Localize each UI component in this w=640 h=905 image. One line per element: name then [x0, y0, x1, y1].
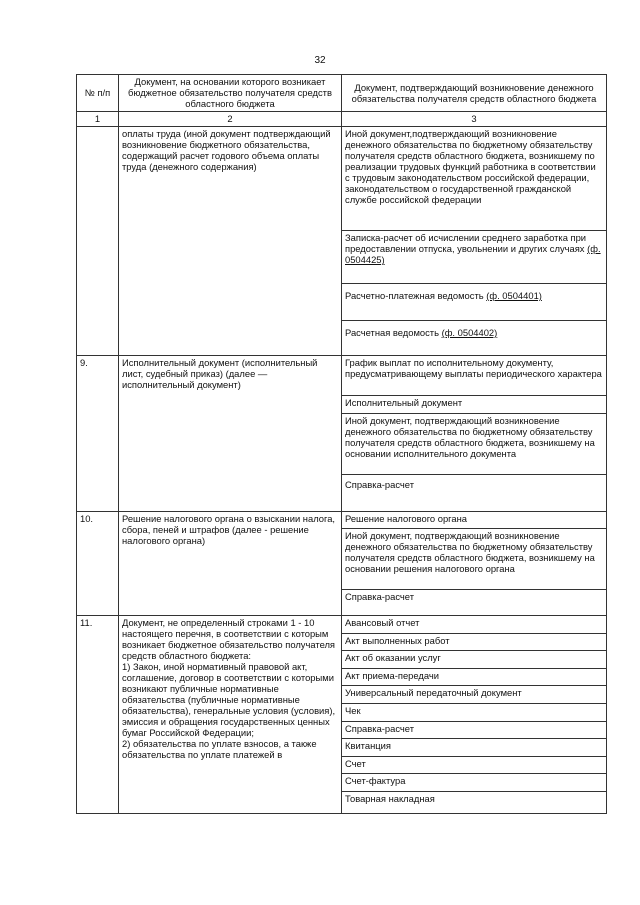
list-item: Расчетно-платежная ведомость (ф. 0504401): [342, 284, 606, 321]
confirming-documents-list: [342, 616, 606, 809]
column-numbers-row: [77, 112, 607, 127]
basis-document: оплаты труда (иной документ подтверждающий возникновение бюджетного обязательства, содержащий расчет годового объема оплаты труда (денежного содержания): [119, 127, 342, 356]
column-number: 2: [119, 112, 342, 127]
form-link[interactable]: (ф. 0504402): [441, 327, 498, 338]
column-number: 3: [342, 112, 607, 127]
table-row: [77, 616, 607, 814]
list-item: Акт приема-передачи: [342, 669, 606, 687]
list-item: Авансовый отчет: [342, 616, 606, 634]
list-item: Иной документ, подтверждающий возникновение денежного обязательства по бюджетному обязательству получателя средств областного бюджета, возникшему на основании исполнительного документа: [342, 414, 606, 475]
list-item: Счет-фактура: [342, 774, 606, 792]
header-confirming-document: Документ, подтверждающий возникновение денежного обязательства получателя средств областного бюджета: [342, 75, 607, 112]
table-row: [77, 512, 607, 616]
list-item: Иной документ, подтверждающий возникновение денежного обязательства по бюджетному обязательству получателя средств областного бюджета, возникшему на основании решения налогового органа: [342, 529, 606, 590]
form-link[interactable]: (ф. 0504425): [345, 243, 601, 265]
list-item: Решение налогового органа: [342, 512, 606, 529]
confirming-documents-list: [342, 127, 606, 355]
list-item: Счет: [342, 757, 606, 775]
basis-document: Документ, не определенный строками 1 - 10 настоящего перечня, в соответствии с которым возникает бюджетное обязательство получателя средств областного бюджета: 1) Закон, иной нормативный правовой акт, соглашение, договор в соответствии с которыми возникают публичные нормативные обязательства (публичные нормативные обязательства), генеральные условия (условия), эмиссия и обращения государственных ценных бумаг Российской Федерации; 2) обязательства по уплате взносов, а также обязательства по уплате платежей в: [119, 616, 342, 814]
confirming-documents-list: [342, 356, 606, 505]
list-item: Справка-расчет: [342, 722, 606, 740]
basis-document: Исполнительный документ (исполнительный лист, судебный приказ) (далее — исполнительный документ): [119, 356, 342, 512]
list-item: Иной документ,подтверждающий возникновение денежного обязательства по бюджетному обязательству получателя средств областного бюджета, возникшему по реализации трудовых функций работника в соответствии с трудовым законодательством российской федерации, законодательством о государственной гражданской службе российской федерации: [342, 127, 606, 231]
header-basis-document: Документ, на основании которого возникает бюджетное обязательство получателя средств областного бюджета: [119, 75, 342, 112]
list-item: График выплат по исполнительному документу, предусматривающему выплаты периодического характера: [342, 356, 606, 396]
table-header-row: [77, 75, 607, 112]
table-row: [77, 356, 607, 512]
list-item: Расчетная ведомость (ф. 0504402): [345, 327, 498, 338]
basis-document: Решение налогового органа о взыскании налога, сбора, пеней и штрафов (далее - решение налогового органа): [119, 512, 342, 616]
list-item: Квитанция: [342, 739, 606, 757]
table-row: [77, 127, 607, 356]
document-table: [76, 74, 607, 814]
list-item: Записка-расчет об исчислении среднего заработка при предоставлении отпуска, увольнении и других случаях (ф. 0504425): [342, 231, 606, 284]
row-number: 10.: [77, 512, 119, 616]
list-item: Товарная накладная: [345, 792, 435, 804]
column-number: 1: [77, 112, 119, 127]
row-number: 11.: [77, 616, 119, 814]
form-link[interactable]: (ф. 0504401): [486, 290, 542, 301]
list-item: Справка-расчет: [345, 591, 414, 602]
row-number: 9.: [77, 356, 119, 512]
page-number: 32: [314, 55, 326, 66]
list-item: Исполнительный документ: [342, 396, 606, 414]
list-item: Универсальный передаточный документ: [342, 686, 606, 704]
confirming-documents-list: [342, 512, 606, 606]
row-number: [77, 127, 119, 356]
list-item: Акт выполненных работ: [342, 634, 606, 652]
list-item: Чек: [342, 704, 606, 722]
list-item: Справка-расчет: [345, 479, 414, 490]
list-item: Акт об оказании услуг: [342, 651, 606, 669]
header-number: № п/п: [77, 75, 119, 112]
